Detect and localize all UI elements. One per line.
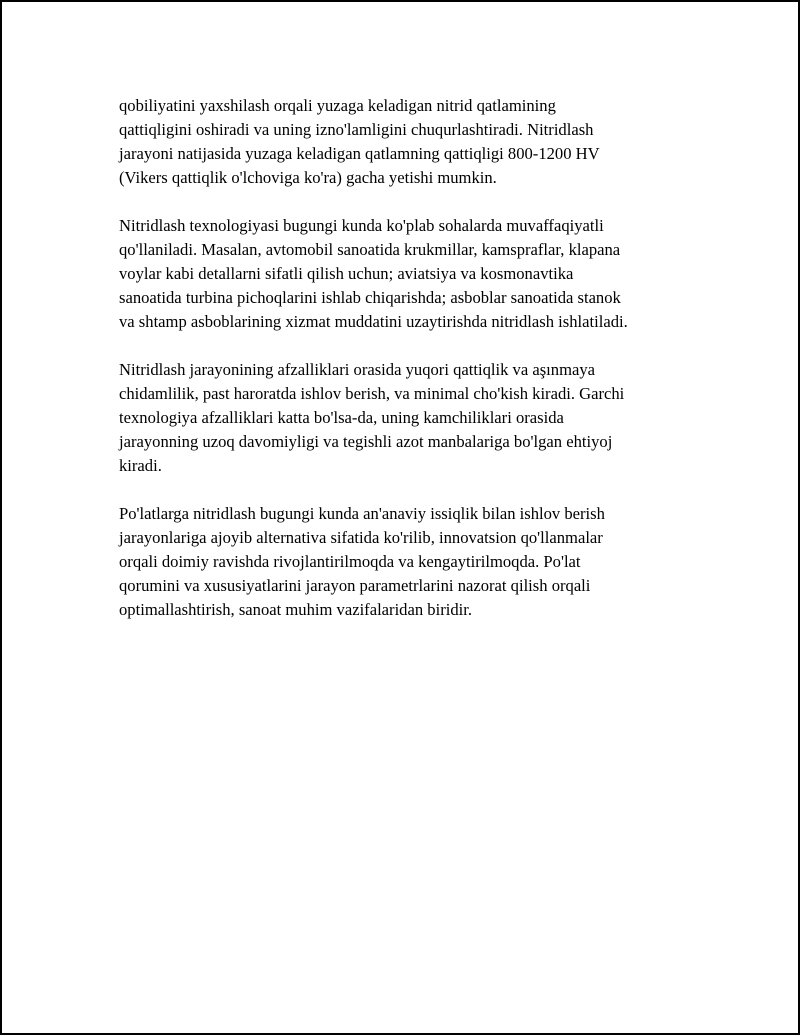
paragraph-3-line-3: texnologiya afzalliklari katta bo'lsa-da, uning kamchiliklari orasida [119,408,564,427]
paragraph-3 [119,358,719,478]
paragraph-3-line-5: kiradi. [119,456,162,475]
paragraph-3-line-4: jarayonning uzoq davomiyligi va tegishli azot manbalariga bo'lgan ehtiyoj [119,432,613,451]
paragraph-1-line-1: qobiliyatini yaxshilash orqali yuzaga keladigan nitrid qatlamining [119,96,556,115]
paragraph-1-line-4: (Vikers qattiqlik o'lchoviga ko'ra) gacha yetishi mumkin. [119,168,497,187]
paragraph-3-line-1: Nitridlash jarayonining afzalliklari orasida yuqori qattiqlik va aşınmaya [119,360,596,379]
document-body [119,94,719,646]
paragraph-2-line-2: qo'llaniladi. Masalan, avtomobil sanoatida krukmillar, kamspraflar, klapana [119,240,621,259]
paragraph-1-line-3: jarayoni natijasida yuzaga keladigan qatlamning qattiqligi 800-1200 HV [119,144,600,163]
paragraph-4-line-5: optimallashtirish, sanoat muhim vazifalaridan biridir. [119,600,472,619]
paragraph-4-line-3: orqali doimiy ravishda rivojlantirilmoqda va kengaytirilmoqda. Po'lat [119,552,581,571]
paragraph-2 [119,214,719,334]
paragraph-4-line-4: qorumini va xususiyatlarini jarayon parametrlarini nazorat qilish orqali [119,576,591,595]
paragraph-2-line-5: va shtamp asboblarining xizmat muddatini uzaytirishda nitridlash ishlatiladi. [119,312,628,331]
paragraph-2-line-1: Nitridlash texnologiyasi bugungi kunda ko'plab sohalarda muvaffaqiyatli [119,216,604,235]
paragraph-4 [119,502,719,622]
paragraph-4-line-2: jarayonlariga ajoyib alternativa sifatida ko'rilib, innovatsion qo'llanmalar [119,528,603,547]
paragraph-1 [119,94,719,190]
paragraph-4-line-1: Po'latlarga nitridlash bugungi kunda an'anaviy issiqlik bilan ishlov berish [119,504,605,523]
paragraph-1-line-2: qattiqligini oshiradi va uning izno'lamligini chuqurlashtiradi. Nitridlash [119,120,594,139]
paragraph-3-line-2: chidamlilik, past haroratda ishlov berish, va minimal cho'kish kiradi. Garchi [119,384,625,403]
paragraph-2-line-3: voylar kabi detallarni sifatli qilish uchun; aviatsiya va kosmonavtika [119,264,574,283]
paragraph-2-line-4: sanoatida turbina pichoqlarini ishlab chiqarishda; asboblar sanoatida stanok [119,288,621,307]
